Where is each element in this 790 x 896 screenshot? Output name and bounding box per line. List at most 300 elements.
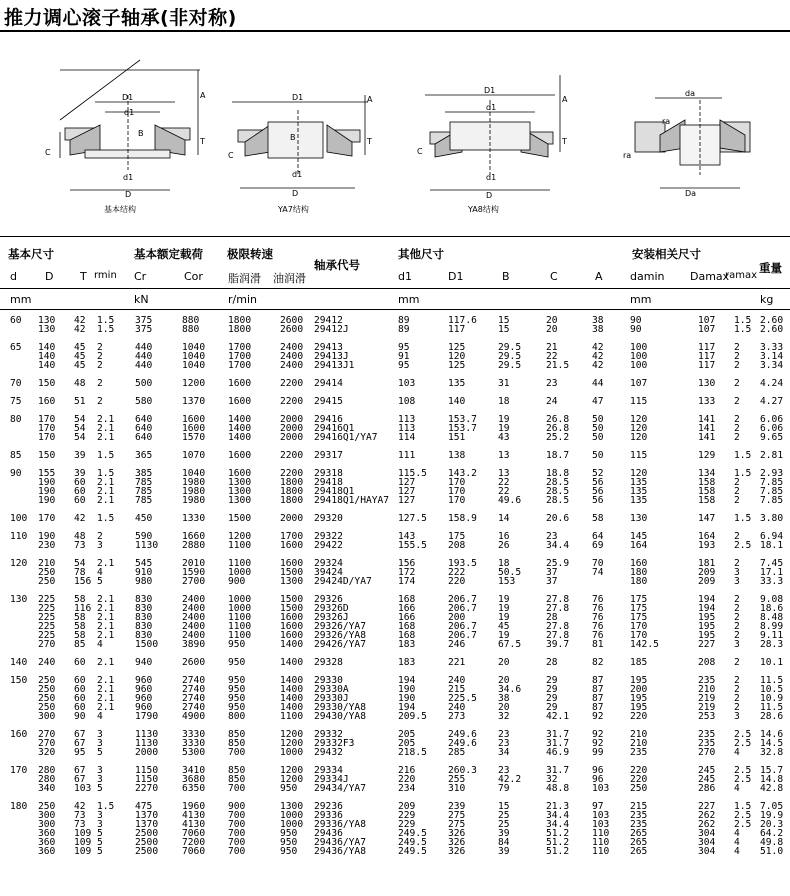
table-cell: 29330/YA8	[314, 702, 366, 713]
table-cell: 69	[592, 540, 604, 551]
table-cell: 785	[135, 486, 153, 497]
table-cell: 29432	[314, 747, 343, 758]
table-cell: 143.2	[448, 468, 477, 479]
table-cell: 22	[498, 477, 510, 488]
table-cell: 135	[630, 486, 648, 497]
table-cell: 29328	[314, 657, 343, 668]
table-cell: 18.8	[546, 468, 570, 479]
table-cell: 1960	[182, 801, 206, 812]
table-cell: 2	[734, 351, 740, 362]
table-cell: 6350	[182, 783, 206, 794]
table-cell: 2.1	[97, 558, 115, 569]
table-cell: 50	[592, 414, 604, 425]
table-cell: 4	[97, 567, 103, 578]
table-cell: 130	[10, 594, 28, 605]
table-cell: 13	[498, 468, 510, 479]
table-cell: 76	[592, 603, 604, 614]
label-D1-basic: D1	[122, 93, 134, 102]
table-cell: 19	[498, 423, 510, 434]
table-cell: 158	[698, 486, 716, 497]
table-cell: 5	[97, 846, 103, 857]
table-cell: 29436/YA7	[314, 837, 366, 848]
table-cell: 133	[698, 396, 716, 407]
table-cell: 39	[498, 846, 510, 857]
table-cell: 3	[97, 738, 103, 749]
table-cell: 1500	[228, 513, 252, 524]
table-cell: 3890	[182, 639, 206, 650]
table-cell: 1.5	[734, 315, 752, 326]
table-cell: 28.5	[546, 486, 570, 497]
table-cell: 143	[398, 531, 416, 542]
table-cell: 3	[734, 576, 740, 587]
table-cell: 22	[546, 351, 558, 362]
table-cell: 111	[398, 450, 416, 461]
table-cell: 96	[592, 774, 604, 785]
table-cell: 109	[74, 846, 92, 857]
table-cell: 81	[592, 639, 604, 650]
table-cell: 2.5	[734, 729, 752, 740]
label-D1-ya8: D1	[484, 86, 496, 95]
table-cell: 85	[10, 450, 22, 461]
table-cell: 19.9	[760, 810, 784, 821]
table-cell: 1000	[228, 603, 252, 614]
table-cell: 3.14	[760, 351, 784, 362]
table-cell: 100	[10, 513, 28, 524]
table-cell: 2.5	[734, 738, 752, 749]
table-cell: 54	[74, 432, 86, 443]
table-cell: 1500	[135, 639, 159, 650]
table-cell: 1400	[280, 639, 304, 650]
table-cell: 25.9	[546, 558, 570, 569]
table-cell: 87	[592, 675, 604, 686]
table-cell: 127	[398, 477, 416, 488]
table-top-rule	[0, 236, 790, 237]
table-cell: 29413J	[314, 351, 349, 362]
table-cell: 29326/YA7	[314, 621, 366, 632]
table-cell: 42	[592, 360, 604, 371]
table-cell: 205	[398, 738, 416, 749]
table-cell: 240	[38, 657, 56, 668]
table-cell: 2.1	[97, 684, 115, 695]
table-cell: 170	[38, 432, 56, 443]
table-cell: 21.5	[546, 360, 570, 371]
label-D-basic: D	[125, 190, 132, 199]
table-cell: 170	[38, 513, 56, 524]
label-A-basic: A	[200, 91, 206, 100]
table-cell: 87	[592, 693, 604, 704]
table-cell: 1700	[280, 531, 304, 542]
table-cell: 385	[135, 468, 153, 479]
table-cell: 262	[698, 819, 716, 830]
table-cell: 142.5	[630, 639, 659, 650]
table-cell: 1300	[280, 576, 304, 587]
table-cell: 20	[546, 315, 558, 326]
table-cell: 56	[592, 486, 604, 497]
table-cell: 127.5	[398, 513, 427, 524]
table-cell: 29436	[314, 828, 343, 839]
table-cell: 1000	[280, 747, 304, 758]
table-cell: 14.6	[760, 729, 784, 740]
table-cell: 29	[546, 702, 558, 713]
table-cell: 156	[398, 558, 416, 569]
table-cell: 2	[734, 630, 740, 641]
table-cell: 210	[630, 729, 648, 740]
table-cell: 1700	[228, 360, 252, 371]
table-cell: 1040	[182, 360, 206, 371]
table-cell: 76	[592, 594, 604, 605]
table-cell: 326	[448, 837, 466, 848]
table-cell: 360	[38, 837, 56, 848]
table-cell: 29334J	[314, 774, 349, 785]
table-cell: 4	[97, 711, 103, 722]
table-cell: 1200	[280, 765, 304, 776]
table-cell: 49.8	[760, 837, 784, 848]
table-cell: 209	[698, 567, 716, 578]
table-cell: 29326	[314, 594, 343, 605]
table-cell: 29416Q1	[314, 423, 355, 434]
table-cell: 141	[698, 432, 716, 443]
caption-ya7: YA7结构	[278, 205, 309, 214]
table-cell: 27.8	[546, 621, 570, 632]
label-d1-ya8: d1	[486, 103, 497, 112]
table-cell: 262	[698, 810, 716, 821]
table-cell: 200	[630, 684, 648, 695]
table-cell: 4130	[182, 810, 206, 821]
table-cell: 785	[135, 477, 153, 488]
table-cell: 87	[592, 702, 604, 713]
table-cell: 2	[734, 657, 740, 668]
table-cell: 880	[182, 315, 200, 326]
table-cell: 270	[38, 738, 56, 749]
table-cell: 270	[38, 729, 56, 740]
table-cell: 195	[630, 693, 648, 704]
table-cell: 129	[698, 450, 716, 461]
table-cell: 19	[498, 612, 510, 623]
table-cell: 13	[498, 450, 510, 461]
table-cell: 2.1	[97, 657, 115, 668]
table-cell: 2	[97, 531, 103, 542]
unit-kN: kN	[134, 293, 149, 306]
table-cell: 2.93	[760, 468, 784, 479]
table-cell: 115	[630, 450, 648, 461]
table-cell: 130	[630, 513, 648, 524]
table-cell: 950	[228, 693, 246, 704]
table-cell: 127	[398, 486, 416, 497]
table-cell: 4.27	[760, 396, 784, 407]
table-cell: 116	[74, 603, 92, 614]
table-cell: 2	[734, 477, 740, 488]
table-cell: 32	[498, 711, 510, 722]
table-cell: 1130	[135, 738, 159, 749]
page-title: 推力调心滚子轴承(非对称)	[4, 7, 237, 29]
table-cell: 227	[698, 801, 716, 812]
table-cell: 32	[546, 774, 558, 785]
table-cell: 7.85	[760, 495, 784, 506]
table-cell: 640	[135, 432, 153, 443]
table-cell: 170	[10, 765, 28, 776]
table-cell: 73	[74, 819, 86, 830]
table-cell: 114	[398, 432, 416, 443]
table-cell: 42.8	[760, 783, 784, 794]
table-cell: 2740	[182, 693, 206, 704]
table-cell: 54	[74, 423, 86, 434]
table-cell: 250	[38, 675, 56, 686]
table-cell: 326	[448, 846, 466, 857]
table-cell: 250	[38, 567, 56, 578]
table-cell: 200	[448, 612, 466, 623]
table-cell: 9.08	[760, 594, 784, 605]
header-install: 安装相关尺寸	[632, 247, 701, 261]
table-cell: 2500	[135, 828, 159, 839]
table-cell: 20	[498, 675, 510, 686]
col-D1: D1	[448, 270, 464, 283]
table-cell: 220	[630, 774, 648, 785]
table-cell: 180	[630, 576, 648, 587]
table-cell: 37	[546, 567, 558, 578]
table-cell: 221	[448, 657, 466, 668]
table-cell: 60	[74, 675, 86, 686]
table-cell: 1.5	[97, 468, 115, 479]
table-cell: 29430/YA8	[314, 711, 366, 722]
table-cell: 58	[74, 630, 86, 641]
table-cell: 2.1	[97, 594, 115, 605]
table-cell: 175	[630, 612, 648, 623]
table-cell: 170	[448, 486, 466, 497]
table-cell: 2	[734, 423, 740, 434]
table-cell: 1000	[280, 810, 304, 821]
table-cell: 25.2	[546, 432, 570, 443]
table-cell: 27.8	[546, 630, 570, 641]
table-cell: 51	[74, 396, 86, 407]
table-cell: 265	[630, 837, 648, 848]
table-cell: 950	[280, 828, 298, 839]
table-cell: 880	[182, 324, 200, 335]
table-cell: 44	[592, 378, 604, 389]
table-cell: 158	[698, 495, 716, 506]
table-cell: 29416	[314, 414, 343, 425]
table-cell: 3680	[182, 774, 206, 785]
table-cell: 850	[228, 738, 246, 749]
table-cell: 785	[135, 495, 153, 506]
table-cell: 2.5	[734, 765, 752, 776]
table-cell: 29320	[314, 513, 343, 524]
table-cell: 900	[228, 801, 246, 812]
table-cell: 19	[498, 594, 510, 605]
table-cell: 1.5	[97, 513, 115, 524]
label-ra: ra	[623, 151, 632, 160]
table-cell: 8.48	[760, 612, 784, 623]
col-B: B	[502, 270, 510, 283]
table-cell: 134	[698, 468, 716, 479]
label-da: da	[685, 89, 695, 98]
table-cell: 3.34	[760, 360, 784, 371]
table-cell: 150	[38, 450, 56, 461]
table-cell: 18.6	[760, 603, 784, 614]
table-cell: 14.5	[760, 738, 784, 749]
table-cell: 170	[38, 423, 56, 434]
table-cell: 7.45	[760, 558, 784, 569]
table-cell: 3330	[182, 738, 206, 749]
table-cell: 29418Q1	[314, 486, 355, 497]
table-cell: 26.8	[546, 414, 570, 425]
table-cell: 2400	[280, 360, 304, 371]
table-cell: 205	[398, 729, 416, 740]
table-cell: 140	[38, 360, 56, 371]
diagram-install	[635, 98, 750, 188]
table-cell: 5	[97, 828, 103, 839]
table-cell: 8.99	[760, 621, 784, 632]
table-cell: 95	[74, 747, 86, 758]
table-cell: 4	[734, 747, 740, 758]
col-D: D	[45, 270, 54, 283]
table-cell: 210	[630, 738, 648, 749]
table-cell: 23	[498, 765, 510, 776]
table-cell: 2	[734, 531, 740, 542]
table-cell: 29418Q1/HAYA7	[314, 495, 390, 506]
table-cell: 2	[734, 342, 740, 353]
table-cell: 39	[74, 450, 86, 461]
table-cell: 2.1	[97, 414, 115, 425]
table-cell: 38	[592, 324, 604, 335]
label-ra-top: ra	[662, 117, 671, 126]
table-cell: 58	[74, 621, 86, 632]
table-cell: 4	[734, 828, 740, 839]
table-cell: 270	[698, 747, 716, 758]
table-cell: 21.3	[546, 801, 570, 812]
table-cell: 234	[398, 783, 416, 794]
header-bottom-rule	[0, 309, 790, 310]
table-cell: 3.33	[760, 342, 784, 353]
table-cell: 89	[398, 315, 410, 326]
table-cell: 3410	[182, 765, 206, 776]
table-cell: 190	[398, 684, 416, 695]
table-cell: 140	[448, 396, 466, 407]
table-cell: 300	[38, 819, 56, 830]
table-cell: 2400	[280, 351, 304, 362]
table-cell: 150	[38, 378, 56, 389]
bearing-diagrams	[0, 40, 790, 220]
table-cell: 1600	[280, 630, 304, 641]
label-D-ya7: D	[292, 189, 299, 198]
table-cell: 2.1	[97, 702, 115, 713]
table-cell: 6.94	[760, 531, 784, 542]
table-cell: 2.1	[97, 423, 115, 434]
table-cell: 29332F3	[314, 738, 355, 749]
table-cell: 100	[630, 360, 648, 371]
table-cell: 7200	[182, 837, 206, 848]
table-cell: 34	[498, 747, 510, 758]
table-cell: 11.5	[760, 702, 784, 713]
table-cell: 235	[698, 729, 716, 740]
table-cell: 80	[10, 414, 22, 425]
table-cell: 280	[38, 774, 56, 785]
table-cell: 120	[630, 414, 648, 425]
table-cell: 3	[97, 765, 103, 776]
label-D1-ya7: D1	[292, 93, 304, 102]
table-cell: 273	[448, 711, 466, 722]
table-cell: 67	[74, 738, 86, 749]
table-cell: 450	[135, 513, 153, 524]
table-cell: 6.06	[760, 414, 784, 425]
table-cell: 92	[592, 738, 604, 749]
table-cell: 147	[698, 513, 716, 524]
table-cell: 9.11	[760, 630, 784, 641]
table-cell: 90	[630, 324, 642, 335]
table-cell: 97	[592, 801, 604, 812]
table-cell: 640	[135, 414, 153, 425]
table-cell: 2400	[182, 630, 206, 641]
table-cell: 103	[74, 783, 92, 794]
table-cell: 73	[74, 540, 86, 551]
table-cell: 1400	[280, 702, 304, 713]
table-cell: 1370	[135, 810, 159, 821]
table-cell: 135	[630, 477, 648, 488]
table-cell: 51.2	[546, 837, 570, 848]
table-cell: 56	[592, 495, 604, 506]
table-cell: 940	[135, 657, 153, 668]
table-cell: 440	[135, 351, 153, 362]
table-cell: 360	[38, 846, 56, 857]
table-cell: 31.7	[546, 738, 570, 749]
table-cell: 2010	[182, 558, 206, 569]
table-cell: 195	[698, 612, 716, 623]
table-cell: 2.1	[97, 612, 115, 623]
table-cell: 127	[398, 495, 416, 506]
table-cell: 235	[698, 675, 716, 686]
table-cell: 117	[698, 342, 716, 353]
table-cell: 32.8	[760, 747, 784, 758]
table-cell: 229	[398, 810, 416, 821]
table-cell: 31	[498, 378, 510, 389]
table-cell: 1400	[228, 432, 252, 443]
table-cell: 910	[135, 567, 153, 578]
table-cell: 225.5	[448, 693, 477, 704]
table-cell: 2	[734, 414, 740, 425]
table-cell: 1400	[280, 657, 304, 668]
table-cell: 113	[398, 423, 416, 434]
table-cell: 2880	[182, 540, 206, 551]
table-cell: 1500	[280, 594, 304, 605]
table-cell: 210	[698, 684, 716, 695]
table-cell: 109	[74, 828, 92, 839]
table-cell: 74	[592, 567, 604, 578]
table-cell: 170	[448, 495, 466, 506]
table-cell: 1100	[228, 630, 252, 641]
table-cell: 1.5	[734, 450, 752, 461]
table-cell: 249.5	[398, 837, 427, 848]
table-cell: 17.1	[760, 567, 784, 578]
table-cell: 2200	[280, 468, 304, 479]
unit-kg: kg	[760, 293, 774, 306]
table-cell: 219	[698, 702, 716, 713]
table-cell: 900	[228, 576, 246, 587]
table-cell: 29413	[314, 342, 343, 353]
table-cell: 29412	[314, 315, 343, 326]
table-cell: 29418	[314, 477, 343, 488]
table-cell: 60	[74, 495, 86, 506]
table-cell: 42	[74, 801, 86, 812]
table-cell: 1100	[280, 711, 304, 722]
table-cell: 304	[698, 837, 716, 848]
table-cell: 1300	[228, 486, 252, 497]
table-cell: 2000	[280, 423, 304, 434]
table-cell: 210	[38, 558, 56, 569]
table-cell: 29336	[314, 810, 343, 821]
table-cell: 115	[630, 396, 648, 407]
table-cell: 156	[74, 576, 92, 587]
table-cell: 249.6	[448, 729, 477, 740]
table-cell: 1400	[280, 675, 304, 686]
